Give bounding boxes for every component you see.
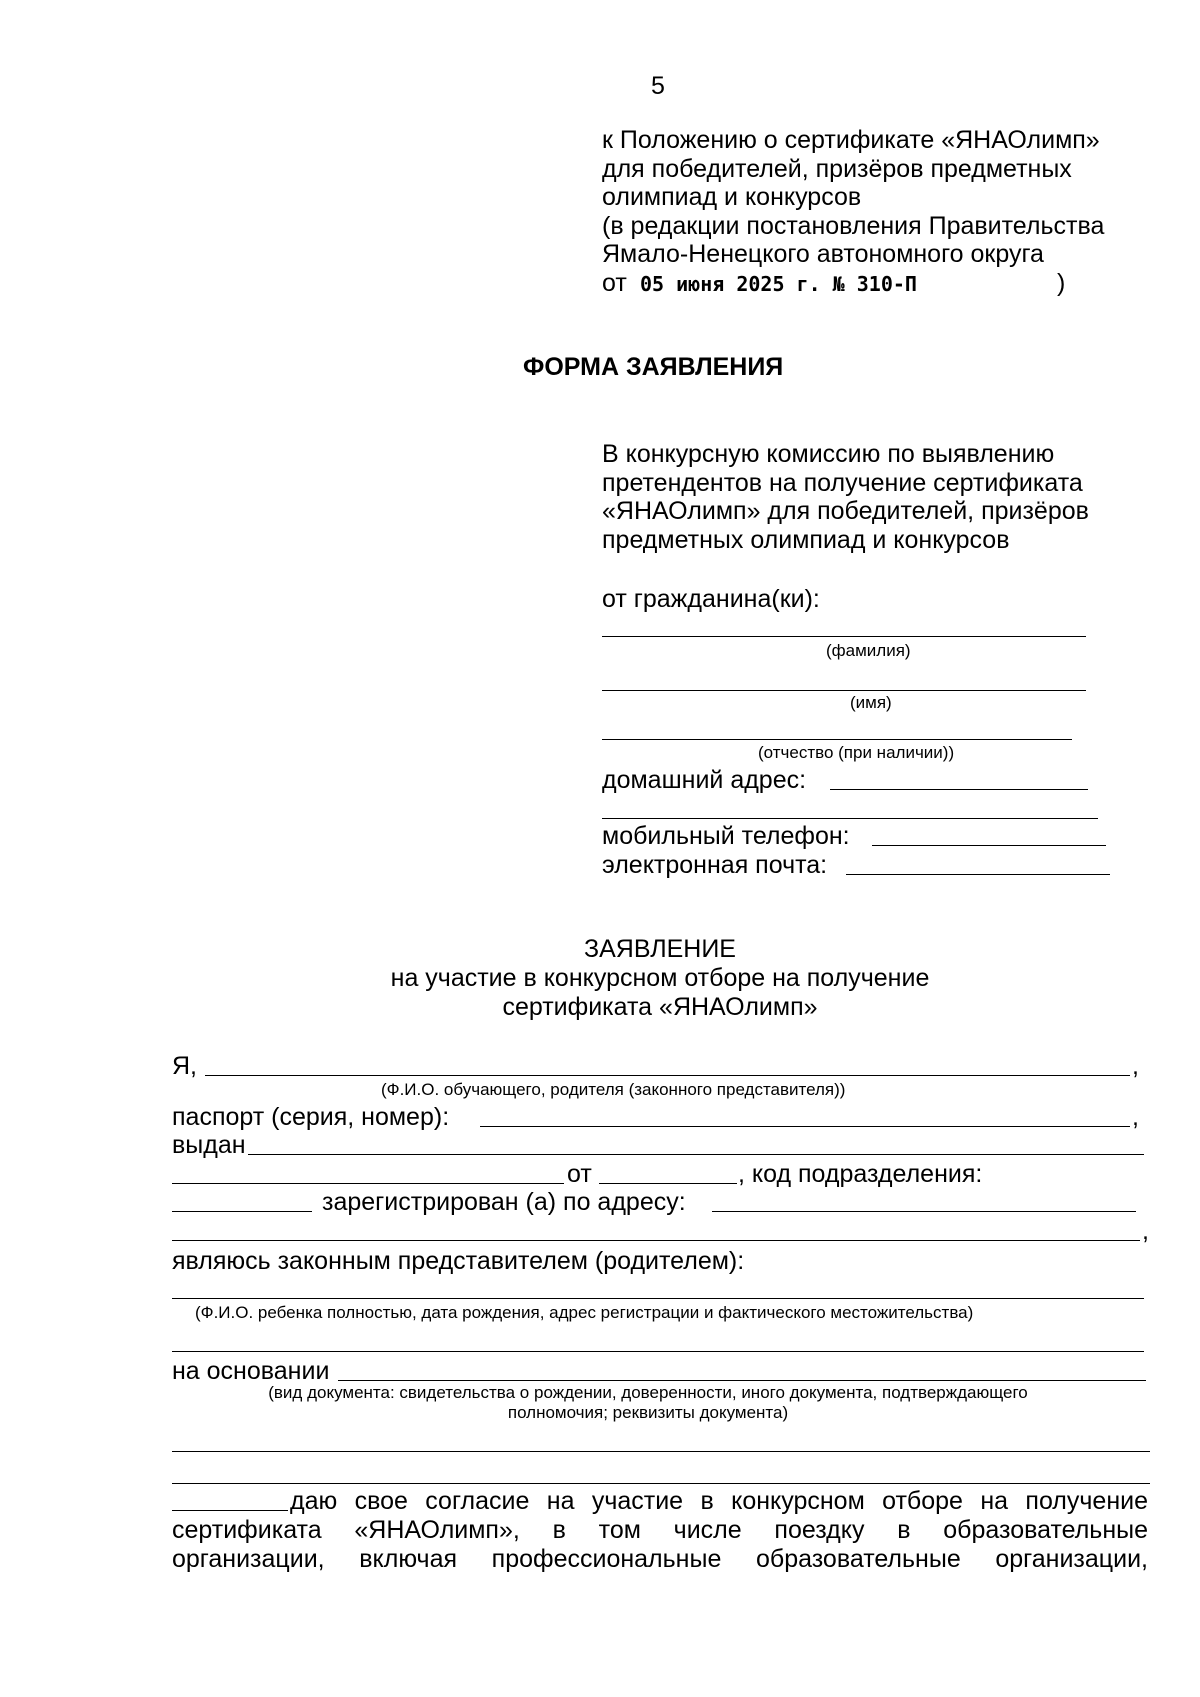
addressee-line: «ЯНАОлимп» для победителей, призёров <box>602 497 1089 525</box>
basis-field-2[interactable] <box>172 1451 1150 1452</box>
patronymic-field[interactable] <box>602 739 1072 740</box>
fio-caption: (Ф.И.О. обучающего, родителя (законного представителя)) <box>381 1080 846 1099</box>
statement-title: ЗАЯВЛЕНИЕ <box>583 935 736 963</box>
basis-caption: полномочия; реквизиты документа) <box>507 1403 789 1422</box>
email-field[interactable] <box>846 874 1110 875</box>
consent-line: сертификата «ЯНАОлимп», в том числе поездку в образовательные <box>172 1516 1148 1544</box>
registered-label: зарегистрирован (а) по адресу: <box>322 1188 686 1216</box>
registered-address-field-2[interactable] <box>172 1240 1140 1241</box>
passport-field[interactable] <box>480 1126 1130 1127</box>
basis-caption: (вид документа: свидетельства о рождении, доверенности, иного документа, подтверждающего <box>268 1383 1028 1402</box>
registered-address-field[interactable] <box>712 1211 1136 1212</box>
consent-signature-field[interactable] <box>172 1510 288 1511</box>
child-info-field-2[interactable] <box>172 1351 1144 1352</box>
comma: , <box>1132 1052 1139 1080</box>
header-line: к Положению о сертификате «ЯНАОлимп» <box>602 126 1100 154</box>
consent-line: организации, включая профессиональные образовательные организации, <box>172 1545 1148 1573</box>
header-date-value: 05 июня 2025 г. № 310-П <box>640 272 917 296</box>
basis-field-3[interactable] <box>172 1483 1150 1484</box>
comma: , <box>1142 1217 1149 1245</box>
statement-subtitle: сертификата «ЯНАОлимп» <box>502 993 818 1021</box>
surname-field[interactable] <box>602 636 1086 637</box>
name-field[interactable] <box>602 690 1086 691</box>
issued-by-field[interactable] <box>248 1154 1144 1155</box>
statement-subtitle: на участие в конкурсном отборе на получение <box>390 964 930 992</box>
name-caption: (имя) <box>850 693 892 712</box>
addressee-line: претендентов на получение сертификата <box>602 469 1083 497</box>
header-date-prefix: от <box>602 269 627 297</box>
header-line: для победителей, призёров предметных <box>602 155 1072 183</box>
mobile-phone-label: мобильный телефон: <box>602 822 850 850</box>
issued-by-field-2[interactable] <box>172 1183 564 1184</box>
form-title: ФОРМА ЗАЯВЛЕНИЯ <box>523 353 784 381</box>
comma: , <box>1132 1103 1139 1131</box>
applicant-fio-field[interactable] <box>205 1075 1130 1076</box>
child-caption: (Ф.И.О. ребенка полностью, дата рождения, адрес регистрации и фактического местожительства) <box>195 1303 974 1322</box>
division-code-field[interactable] <box>172 1211 312 1212</box>
representative-label: являюсь законным представителем (родителем): <box>172 1247 745 1275</box>
header-line: Ямало-Ненецкого автономного округа <box>602 240 1044 268</box>
patronymic-caption: (отчество (при наличии)) <box>758 743 955 762</box>
home-address-label: домашний адрес: <box>602 766 807 794</box>
basis-field[interactable] <box>338 1380 1146 1381</box>
addressee-line: предметных олимпиад и конкурсов <box>602 526 1010 554</box>
from-citizen-label: от гражданина(ки): <box>602 585 820 613</box>
page-number: 5 <box>651 72 665 100</box>
basis-label: на основании <box>172 1357 330 1385</box>
home-address-field[interactable] <box>830 789 1088 790</box>
email-label: электронная почта: <box>602 851 828 879</box>
header-date-suffix: ) <box>1057 269 1066 297</box>
issued-date-label: от <box>567 1160 592 1188</box>
header-line: (в редакции постановления Правительства <box>602 212 1105 240</box>
child-info-field[interactable] <box>172 1298 1144 1299</box>
home-address-field-2[interactable] <box>602 818 1098 819</box>
issued-date-field[interactable] <box>599 1183 737 1184</box>
header-line: олимпиад и конкурсов <box>602 183 862 211</box>
mobile-phone-field[interactable] <box>872 845 1106 846</box>
passport-label: паспорт (серия, номер): <box>172 1103 450 1131</box>
surname-caption: (фамилия) <box>826 641 911 660</box>
addressee-line: В конкурсную комиссию по выявлению <box>602 440 1055 468</box>
i-label: Я, <box>172 1052 197 1080</box>
division-code-label: , код подразделения: <box>738 1160 983 1188</box>
consent-line: даю свое согласие на участие в конкурсном отборе на получение <box>290 1487 1148 1515</box>
issued-label: выдан <box>172 1131 246 1159</box>
